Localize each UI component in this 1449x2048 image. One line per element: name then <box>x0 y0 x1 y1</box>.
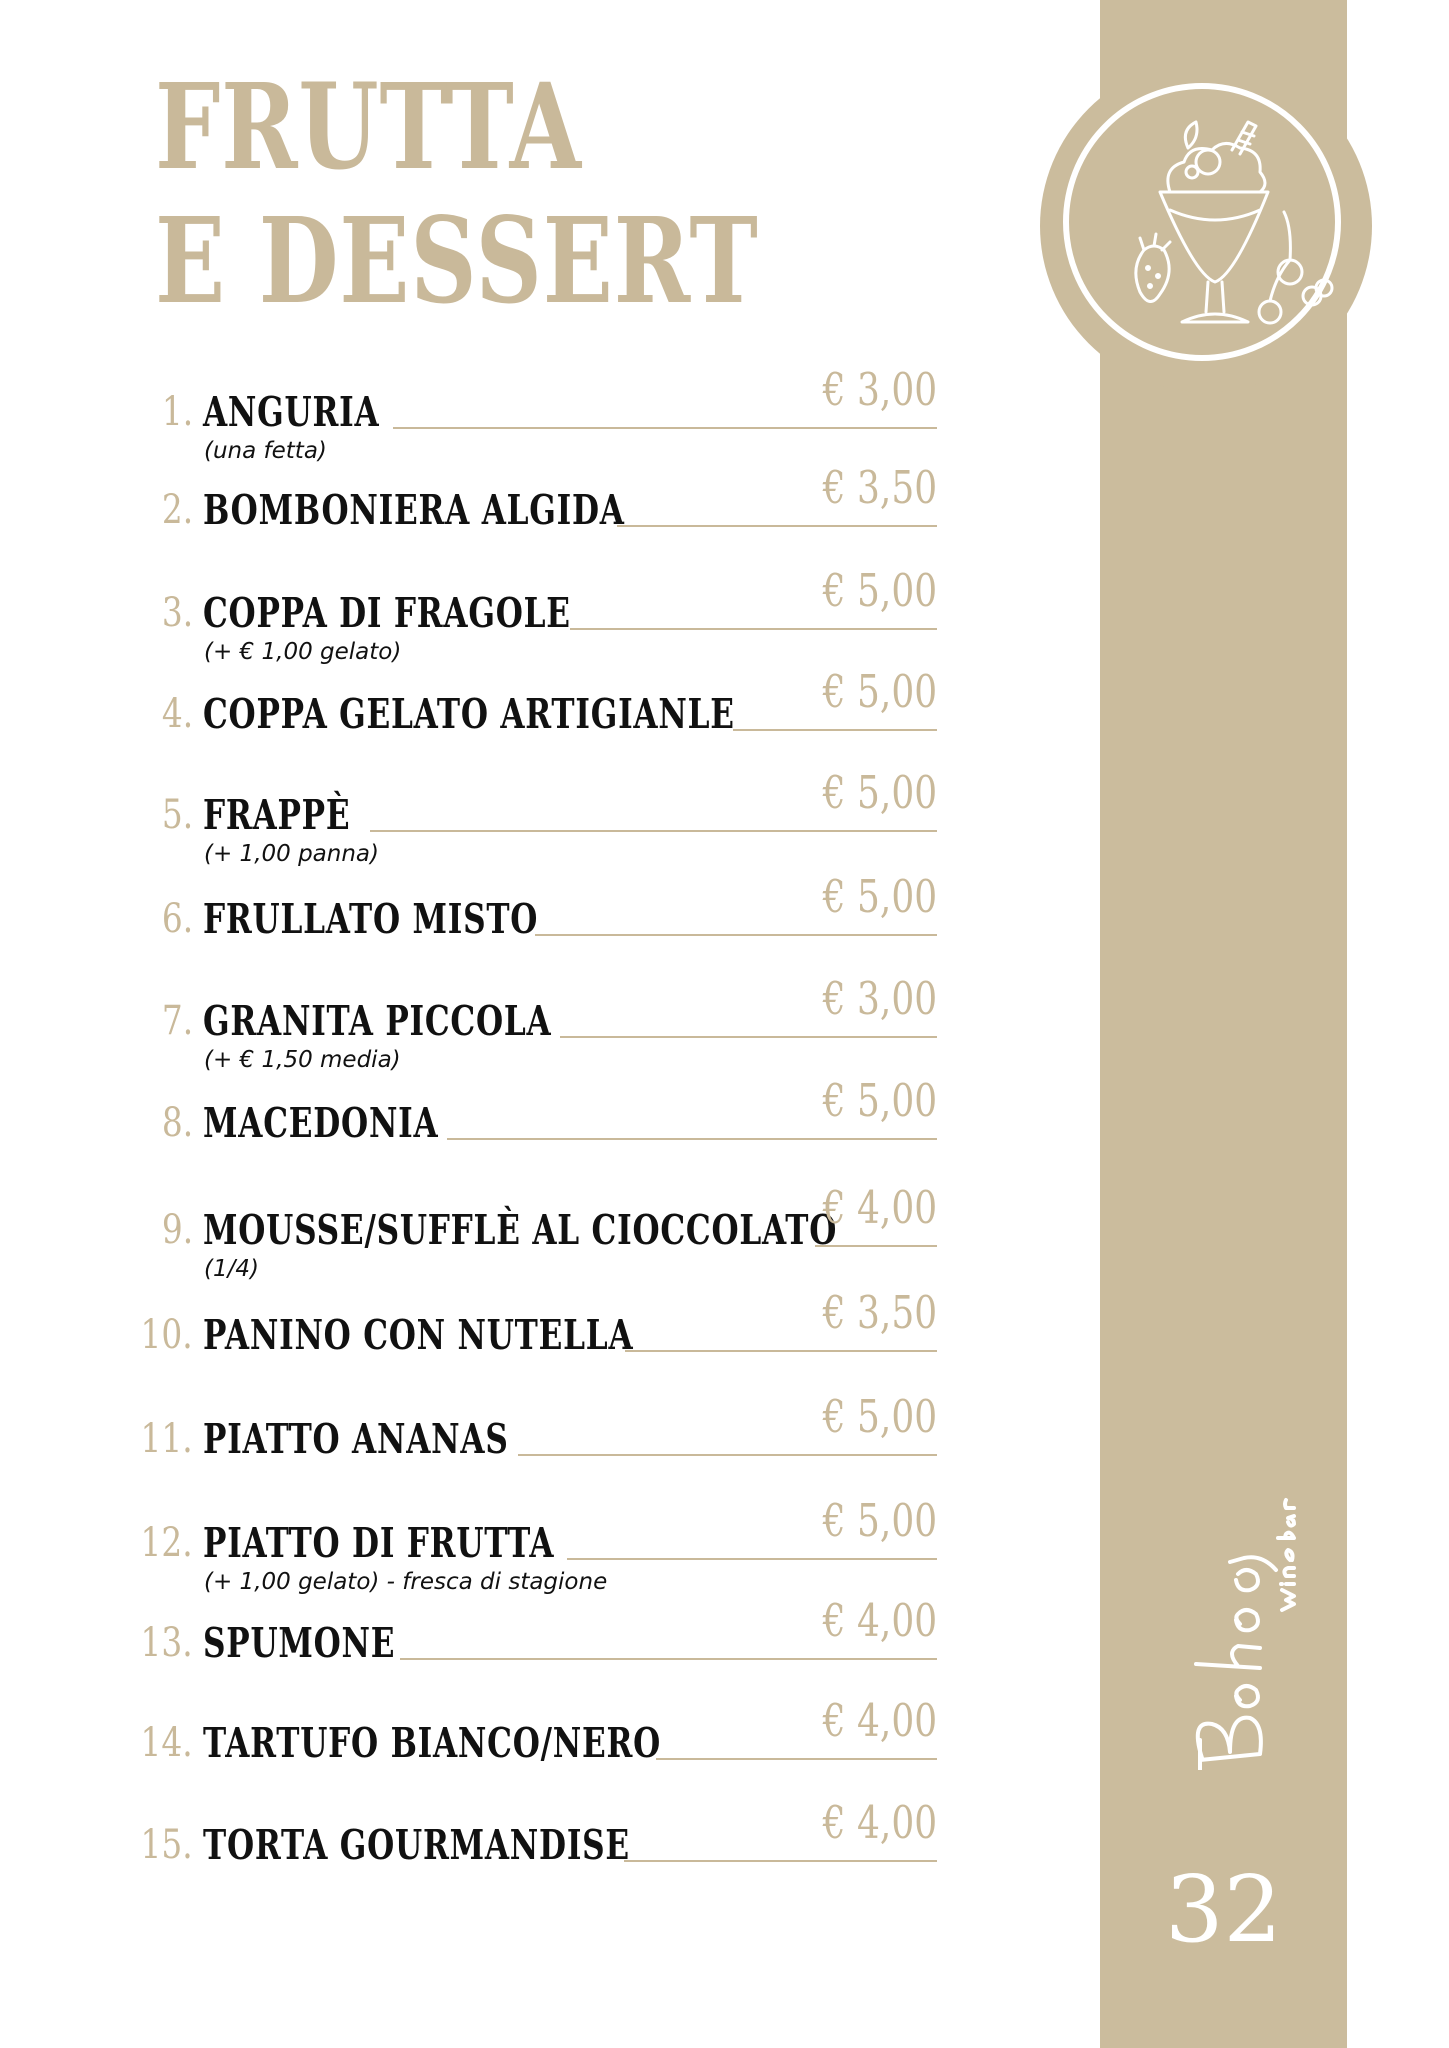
item-price: € 4,00 <box>822 1796 937 1849</box>
item-name: PIATTO DI FRUTTA <box>203 1519 555 1567</box>
item-number: 14. <box>140 1720 193 1766</box>
menu-item <box>0 1694 1000 1798</box>
item-number: 10. <box>140 1312 193 1358</box>
menu-item <box>0 665 1000 769</box>
item-price: € 3,00 <box>822 363 937 416</box>
item-price: € 5,00 <box>822 766 937 819</box>
menu-item <box>0 1494 1000 1598</box>
item-name: GRANITA PICCOLA <box>203 997 552 1045</box>
leader-line <box>447 1138 937 1140</box>
menu-item <box>0 461 1000 565</box>
menu-item <box>0 1796 1000 1900</box>
menu-item <box>0 1390 1000 1494</box>
item-name: PANINO CON NUTELLA <box>203 1311 634 1359</box>
item-number: 8. <box>161 1100 193 1146</box>
item-name: MOUSSE/SUFFLÈ AL CIOCCOLATO <box>203 1206 838 1254</box>
leader-line <box>518 1454 937 1456</box>
leader-line <box>370 830 937 832</box>
item-number: 11. <box>140 1416 193 1462</box>
item-note: (+ € 1,00 gelato) <box>204 639 402 665</box>
leader-line <box>733 729 937 731</box>
item-number: 6. <box>161 896 193 942</box>
item-price: € 5,00 <box>822 1074 937 1127</box>
item-number: 2. <box>161 487 193 533</box>
menu-item <box>0 564 1000 668</box>
item-price: € 5,00 <box>822 1494 937 1547</box>
item-price: € 4,00 <box>822 1594 937 1647</box>
item-number: 9. <box>161 1207 193 1253</box>
leader-line <box>570 628 937 630</box>
page-number: 32 <box>1164 1856 1283 1963</box>
item-name: COPPA DI FRAGOLE <box>203 589 571 637</box>
item-name: COPPA GELATO ARTIGIANLE <box>203 690 735 738</box>
item-price: € 5,00 <box>822 870 937 923</box>
item-note: (una fetta) <box>204 438 327 464</box>
ice-cream-sundae-icon <box>1100 100 1340 340</box>
item-price: € 3,00 <box>822 972 937 1025</box>
leader-line <box>393 427 937 429</box>
leader-line <box>400 1658 937 1660</box>
leader-line <box>625 1350 937 1352</box>
leader-line <box>560 1036 937 1038</box>
item-number: 4. <box>161 691 193 737</box>
leader-line <box>535 934 937 936</box>
item-price: € 4,00 <box>822 1181 937 1234</box>
menu-item <box>0 870 1000 974</box>
item-note: (+ € 1,50 media) <box>204 1047 401 1073</box>
item-name: TARTUFO BIANCO/NERO <box>203 1719 662 1767</box>
item-name: SPUMONE <box>203 1619 396 1667</box>
title-line-1: FRUTTA <box>155 57 582 196</box>
item-price: € 3,50 <box>822 461 937 514</box>
leader-line <box>656 1758 937 1760</box>
item-number: 12. <box>140 1520 193 1566</box>
item-note: (+ 1,00 panna) <box>204 841 379 867</box>
leader-line <box>624 1860 937 1862</box>
item-price: € 3,50 <box>822 1286 937 1339</box>
leader-line <box>617 525 937 527</box>
title-line-2: E DESSERT <box>155 191 759 330</box>
item-price: € 5,00 <box>822 564 937 617</box>
item-name: PIATTO ANANAS <box>203 1415 509 1463</box>
item-price: € 5,00 <box>822 1390 937 1443</box>
item-price: € 5,00 <box>822 665 937 718</box>
item-number: 3. <box>161 590 193 636</box>
leader-line <box>567 1558 937 1560</box>
menu-item <box>0 1594 1000 1698</box>
menu-item <box>0 1286 1000 1390</box>
item-name: ANGURIA <box>203 388 380 436</box>
menu-item <box>0 766 1000 870</box>
brand-logo <box>1160 1410 1300 1770</box>
item-name: MACEDONIA <box>203 1099 439 1147</box>
menu-item <box>0 1181 1000 1285</box>
item-name: BOMBONIERA ALGIDA <box>203 486 625 534</box>
item-note: (1/4) <box>204 1256 259 1282</box>
leader-line <box>815 1245 937 1247</box>
item-number: 7. <box>161 998 193 1044</box>
item-number: 5. <box>161 792 193 838</box>
item-number: 1. <box>161 389 193 435</box>
item-name: FRAPPÈ <box>203 791 351 839</box>
item-number: 13. <box>140 1620 193 1666</box>
menu-item <box>0 363 1000 467</box>
item-note: (+ 1,00 gelato) - fresca di stagione <box>204 1569 608 1595</box>
item-number: 15. <box>140 1822 193 1868</box>
item-price: € 4,00 <box>822 1694 937 1747</box>
item-name: FRULLATO MISTO <box>203 895 539 943</box>
menu-item <box>0 972 1000 1076</box>
menu-item <box>0 1074 1000 1178</box>
item-name: TORTA GOURMANDISE <box>203 1821 630 1869</box>
